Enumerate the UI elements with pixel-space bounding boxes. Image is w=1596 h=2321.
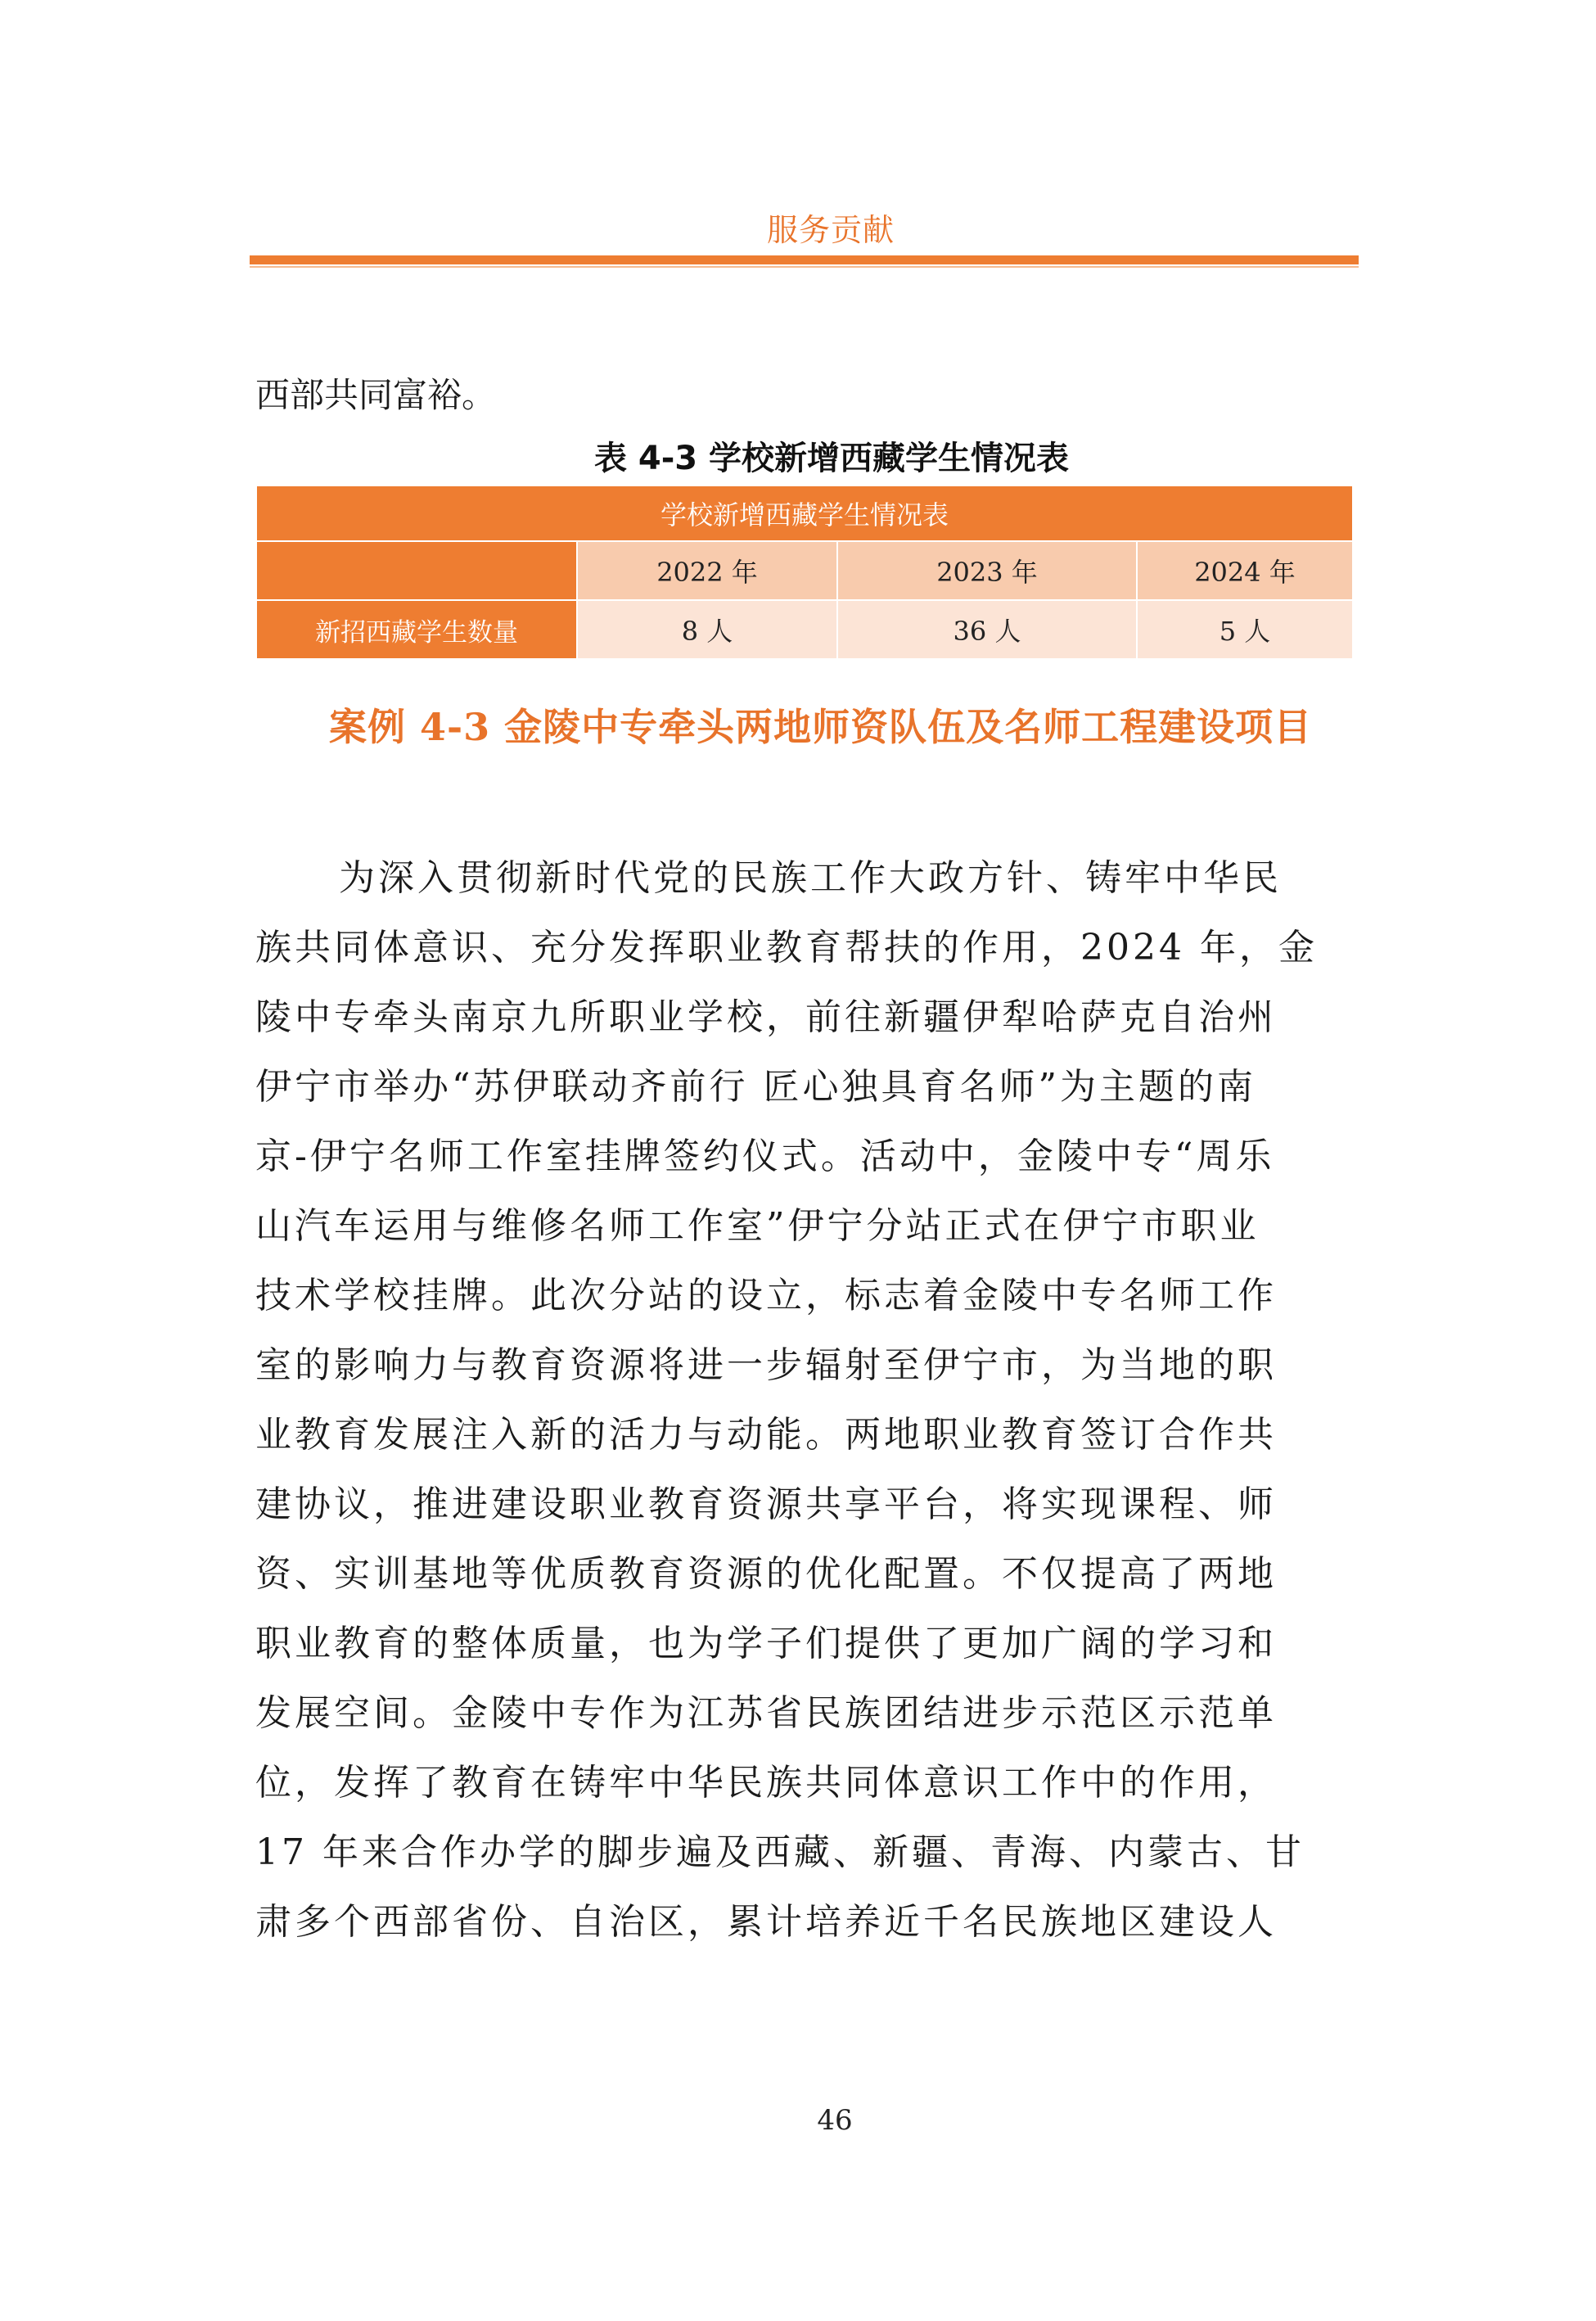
paragraph-line: 为深入贯彻新时代党的民族工作大政方针、铸牢中华民: [339, 857, 1282, 899]
table-corner-cell: [256, 541, 577, 600]
page-number: 46: [817, 2104, 853, 2137]
paragraph-line: 族共同体意识、充分发挥职业教育帮扶的作用，2024 年，金: [255, 927, 1318, 969]
body-paragraph: [255, 843, 1318, 1957]
year-header-cell: 2024 年: [1137, 541, 1353, 600]
table-header-row: [256, 541, 1353, 600]
value-cell: 5 人: [1137, 600, 1353, 659]
tibet-students-table: [255, 485, 1354, 660]
value-cell: 36 人: [837, 600, 1137, 659]
paragraph-line: 发展空间。金陵中专作为江苏省民族团结进步示范区示范单: [255, 1692, 1277, 1734]
table-title-cell: 学校新增西藏学生情况表: [256, 485, 1353, 541]
paragraph-line: 室的影响力与教育资源将进一步辐射至伊宁市，为当地的职: [255, 1344, 1277, 1386]
header-divider: [250, 255, 1359, 264]
paragraph-line: 陵中专牵头南京九所职业学校，前往新疆伊犁哈萨克自治州: [255, 996, 1277, 1038]
paragraph-line: 建协议，推进建设职业教育资源共享平台，将实现课程、师: [255, 1483, 1277, 1525]
year-header-cell: 2022 年: [577, 541, 837, 600]
paragraph-line: 山汽车运用与维修名师工作室”伊宁分站正式在伊宁市职业: [255, 1205, 1260, 1247]
paragraph-line: 17 年来合作办学的脚步遍及西藏、新疆、青海、内蒙古、甘: [255, 1831, 1305, 1873]
row-label-cell: 新招西藏学生数量: [256, 600, 577, 659]
value-cell: 8 人: [577, 600, 837, 659]
section-header-title: 服务贡献: [766, 212, 895, 248]
year-header-cell: 2023 年: [837, 541, 1137, 600]
continued-paragraph-text: 西部共同富裕。: [255, 375, 497, 415]
paragraph-line: 京-伊宁名师工作室挂牌签约仪式。活动中，金陵中专“周乐: [255, 1136, 1275, 1177]
paragraph-line: 肃多个西部省份、自治区，累计培养近千名民族地区建设人: [255, 1901, 1277, 1943]
paragraph-line: 技术学校挂牌。此次分站的设立，标志着金陵中专名师工作: [255, 1275, 1277, 1316]
table-caption: 表 4-3 学校新增西藏学生情况表: [593, 440, 1070, 477]
header-divider-thin: [250, 266, 1359, 268]
paragraph-line: 职业教育的整体质量，也为学子们提供了更加广阔的学习和: [255, 1623, 1277, 1664]
case-title: 案例 4-3 金陵中专牵头两地师资队伍及名师工程建设项目: [329, 705, 1313, 749]
table-row: [256, 600, 1353, 659]
paragraph-line: 业教育发展注入新的活力与动能。两地职业教育签订合作共: [255, 1414, 1277, 1456]
table-title-row: [256, 485, 1353, 541]
paragraph-line: 伊宁市举办“苏伊联动齐前行 匠心独具育名师”为主题的南: [255, 1066, 1256, 1108]
paragraph-line: 资、实训基地等优质教育资源的优化配置。不仅提高了两地: [255, 1553, 1277, 1595]
paragraph-line: 位，发挥了教育在铸牢中华民族共同体意识工作中的作用，: [255, 1762, 1277, 1804]
